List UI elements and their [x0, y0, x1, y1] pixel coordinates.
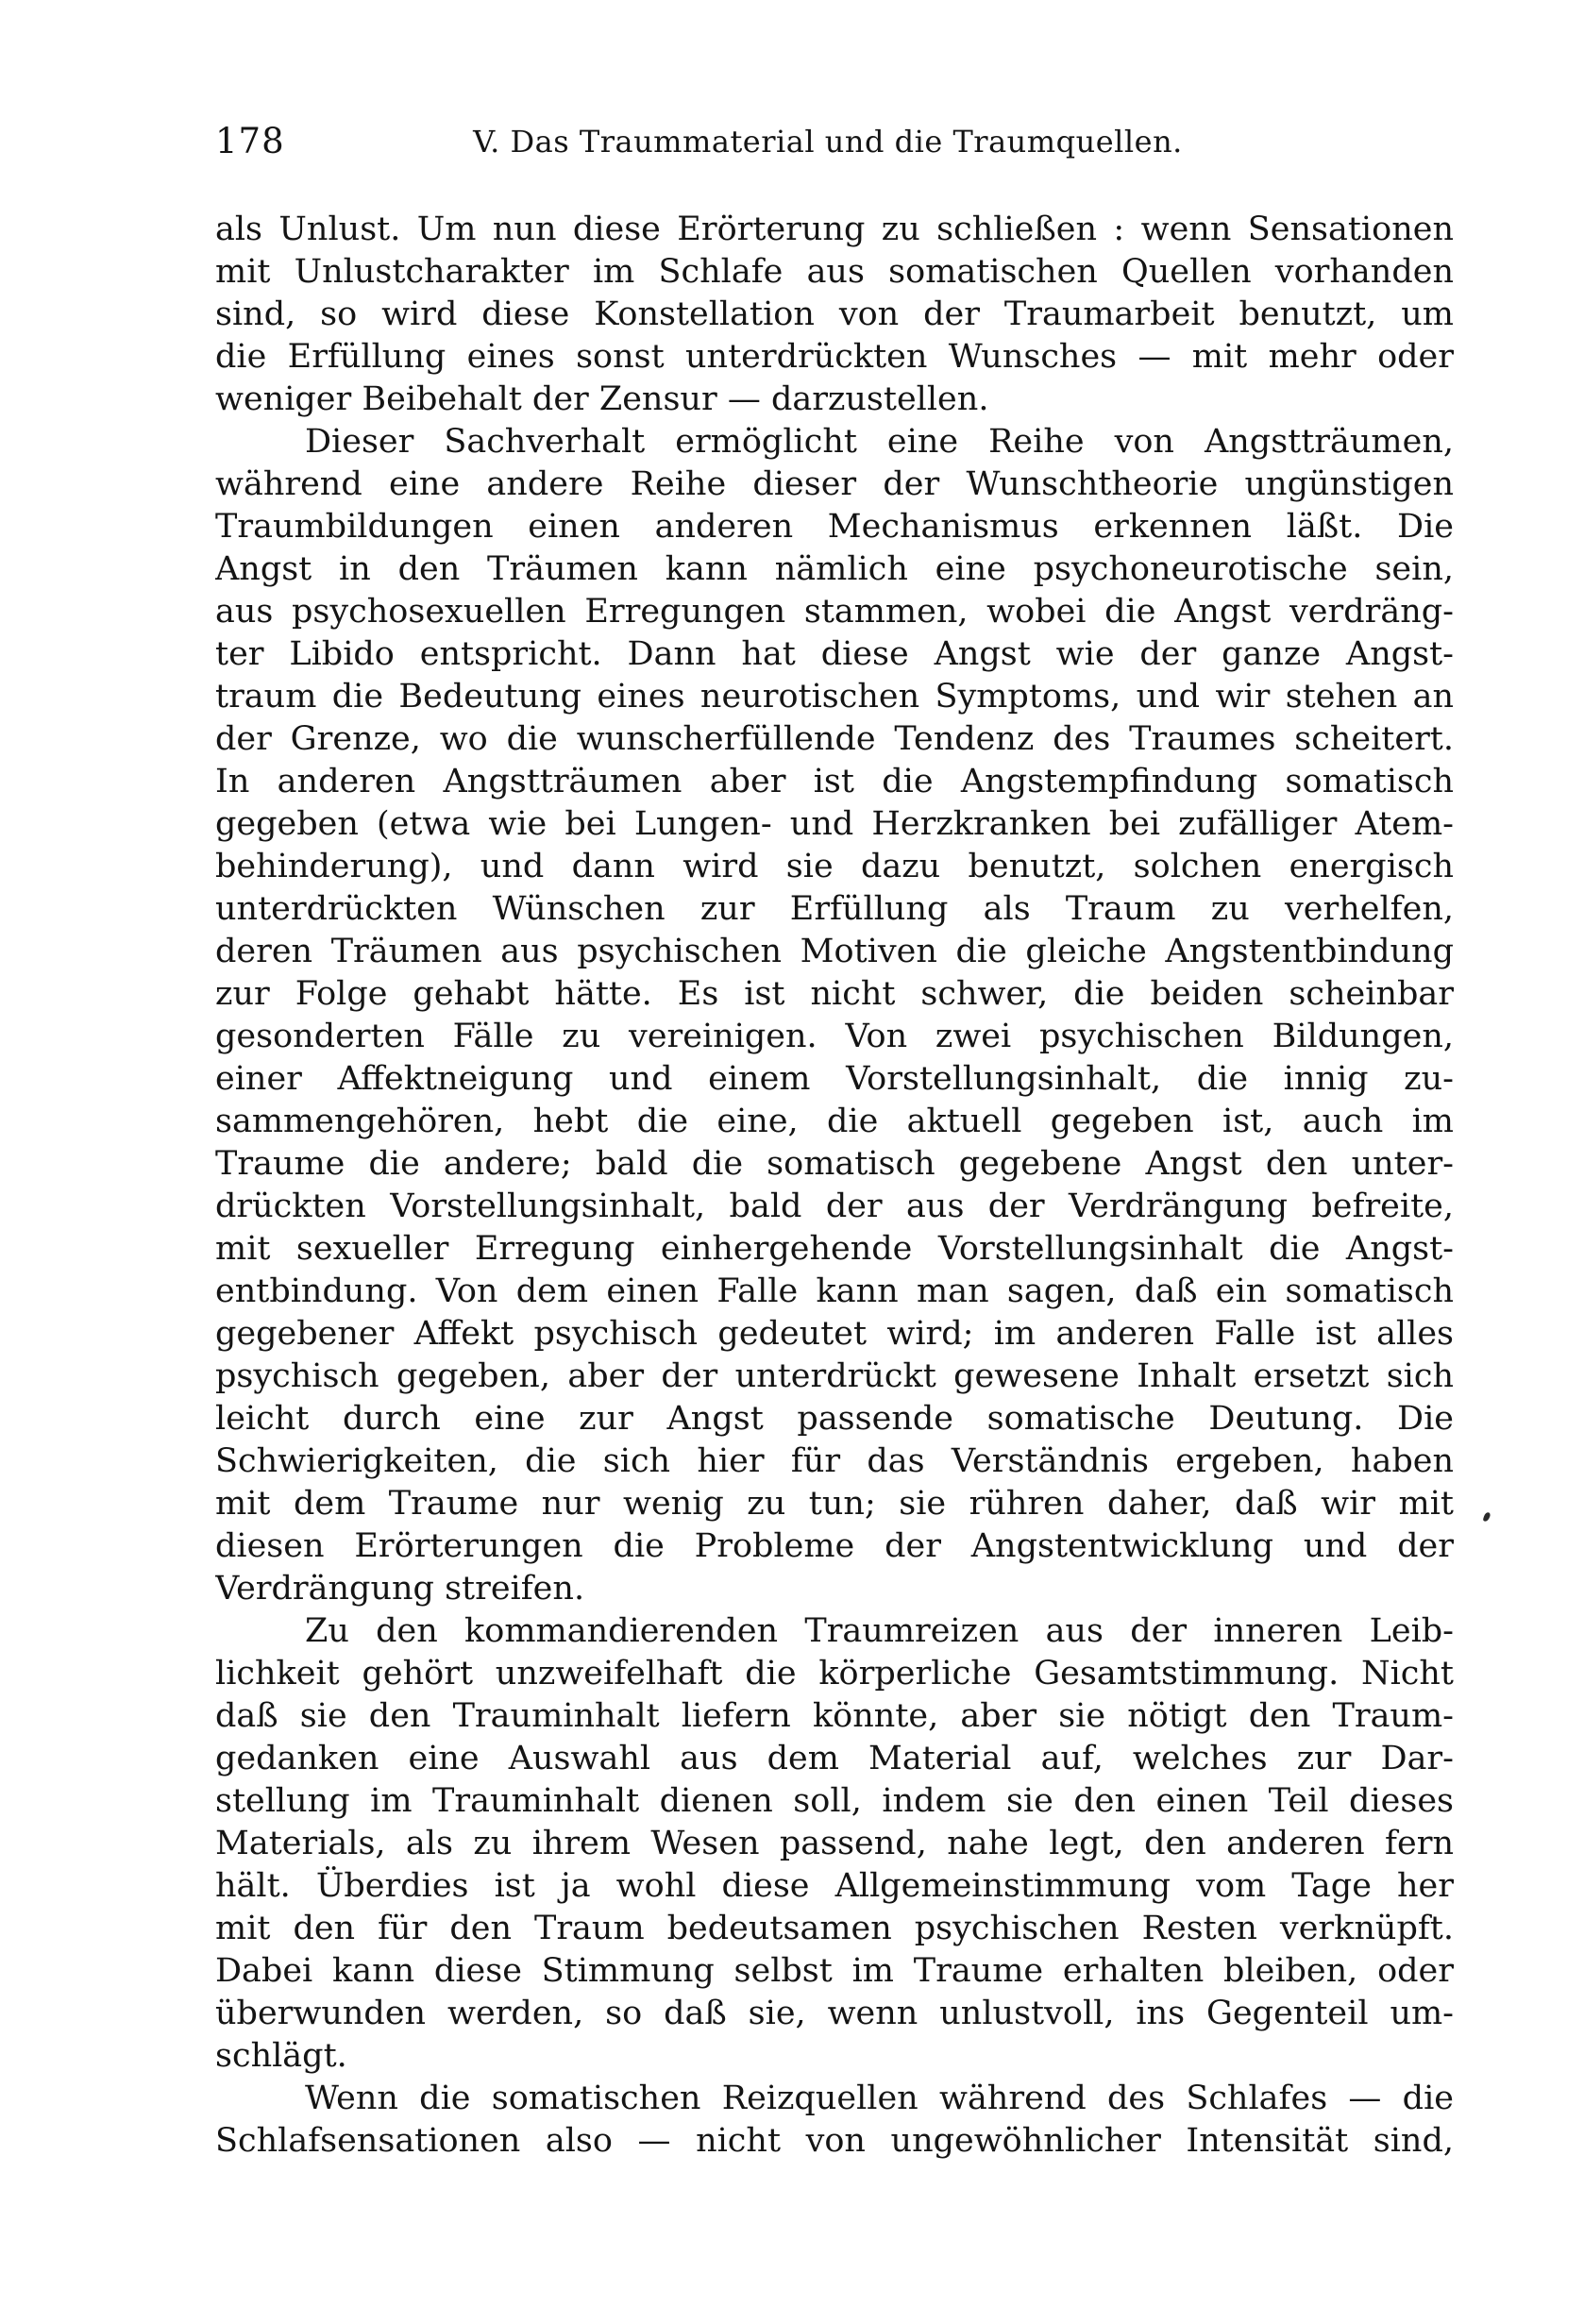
- text-line: Dieser Sachverhalt ermöglicht eine Reihe von Angstträumen,: [305, 423, 1454, 461]
- text-line: schlägt.: [215, 2037, 347, 2075]
- text-line: ter Libido entspricht. Dann hat diese Angst wie der ganze Angst-: [215, 635, 1454, 673]
- text-line: Materials, als zu ihrem Wesen passend, nahe legt, den anderen fern: [215, 1825, 1454, 1862]
- text-line: Verdrängung streifen.: [215, 1570, 585, 1608]
- text-line: diesen Erörterungen die Probleme der Angstentwicklung und der: [215, 1527, 1454, 1565]
- paragraph: [215, 421, 1454, 1610]
- text-line: mit den für den Traum bedeutsamen psychischen Resten verknüpft.: [215, 1910, 1454, 1947]
- running-header: [215, 121, 1454, 168]
- text-line: mit dem Traume nur wenig zu tun; sie rühren daher, daß wir mit: [215, 1485, 1454, 1523]
- text-line: unterdrückten Wünschen zur Erfüllung als Traum zu verhelfen,: [215, 890, 1454, 928]
- text-line: gegeben (etwa wie bei Lungen- und Herzkranken bei zufälliger Atem-: [215, 805, 1454, 843]
- text-line: deren Träumen aus psychischen Motiven die gleiche Angstentbindung: [215, 933, 1454, 970]
- text-line: gegebener Affekt psychisch gedeutet wird; im anderen Falle ist alles: [215, 1315, 1454, 1353]
- text-line: psychisch gegeben, aber der unterdrückt gewesene Inhalt ersetzt sich: [215, 1357, 1454, 1395]
- text-line: entbindung. Von dem einen Falle kann man sagen, daß ein somatisch: [215, 1272, 1454, 1310]
- text-line: sind, so wird diese Konstellation von der Traumarbeit benutzt, um: [215, 295, 1454, 333]
- text-line: während eine andere Reihe dieser der Wunschtheorie ungünstigen: [215, 465, 1454, 503]
- text-line: gesonderten Fälle zu vereinigen. Von zwei psychischen Bildungen,: [215, 1018, 1454, 1055]
- text-line: Zu den kommandierenden Traumreizen aus der inneren Leib-: [305, 1612, 1454, 1650]
- paragraph: [215, 209, 1454, 421]
- text-line: Dabei kann diese Stimmung selbst im Traume erhalten bleiben, oder: [215, 1952, 1454, 1990]
- text-line: die Erfüllung eines sonst unterdrückten Wunsches — mit mehr oder: [215, 338, 1454, 376]
- text-line: der Grenze, wo die wunscherfüllende Tendenz des Traumes scheitert.: [215, 720, 1454, 758]
- page-number: 178: [215, 121, 285, 161]
- text-line: sammengehören, hebt die eine, die aktuell gegeben ist, auch im: [215, 1103, 1454, 1140]
- chapter-running-title: V. Das Traummaterial und die Traumquellen.: [473, 124, 1183, 160]
- text-line: weniger Beibehalt der Zensur — darzustellen.: [215, 380, 989, 418]
- page-body: [215, 209, 1454, 2163]
- scan-speckle: [1483, 1511, 1491, 1522]
- text-line: daß sie den Trauminhalt liefern könnte, aber sie nötigt den Traum-: [215, 1697, 1454, 1735]
- text-line: Wenn die somatischen Reizquellen während des Schlafes — die: [305, 2080, 1454, 2117]
- text-line: überwunden werden, so daß sie, wenn unlustvoll, ins Gegenteil um-: [215, 1995, 1454, 2032]
- text-line: mit sexueller Erregung einhergehende Vorstellungsinhalt die Angst-: [215, 1230, 1454, 1268]
- text-line: Traume die andere; bald die somatisch gegebene Angst den unter-: [215, 1145, 1454, 1183]
- text-line: mit Unlustcharakter im Schlafe aus somatischen Quellen vorhanden: [215, 253, 1454, 291]
- paragraph: [215, 2078, 1454, 2163]
- text-line: gedanken eine Auswahl aus dem Material auf, welches zur Dar-: [215, 1740, 1454, 1777]
- text-line: aus psychosexuellen Erregungen stammen, wobei die Angst verdräng-: [215, 593, 1454, 631]
- text-line: leicht durch eine zur Angst passende somatische Deutung. Die: [215, 1400, 1454, 1438]
- text-line: Angst in den Träumen kann nämlich eine psychoneurotische sein,: [215, 550, 1454, 588]
- text-line: einer Affektneigung und einem Vorstellungsinhalt, die innig zu-: [215, 1060, 1454, 1098]
- text-line: zur Folge gehabt hätte. Es ist nicht schwer, die beiden scheinbar: [215, 975, 1454, 1013]
- text-line: hält. Überdies ist ja wohl diese Allgemeinstimmung vom Tage her: [215, 1867, 1454, 1905]
- text-line: drückten Vorstellungsinhalt, bald der aus der Verdrängung befreite,: [215, 1187, 1454, 1225]
- text-line: als Unlust. Um nun diese Erörterung zu schließen : wenn Sensationen: [215, 211, 1454, 248]
- paragraph: [215, 1610, 1454, 2078]
- text-line: behinderung), und dann wird sie dazu benutzt, solchen energisch: [215, 848, 1454, 885]
- text-line: In anderen Angstträumen aber ist die Angstempfindung somatisch: [215, 763, 1454, 800]
- text-line: Traumbildungen einen anderen Mechanismus erkennen läßt. Die: [215, 508, 1454, 546]
- text-line: lichkeit gehört unzweifelhaft die körperliche Gesamtstimmung. Nicht: [215, 1655, 1454, 1692]
- text-line: Schlafsensationen also — nicht von ungewöhnlicher Intensität sind,: [215, 2122, 1454, 2160]
- text-line: Schwierigkeiten, die sich hier für das Verständnis ergeben, haben: [215, 1442, 1454, 1480]
- text-line: traum die Bedeutung eines neurotischen Symptoms, und wir stehen an: [215, 678, 1454, 716]
- text-line: stellung im Trauminhalt dienen soll, indem sie den einen Teil dieses: [215, 1782, 1454, 1820]
